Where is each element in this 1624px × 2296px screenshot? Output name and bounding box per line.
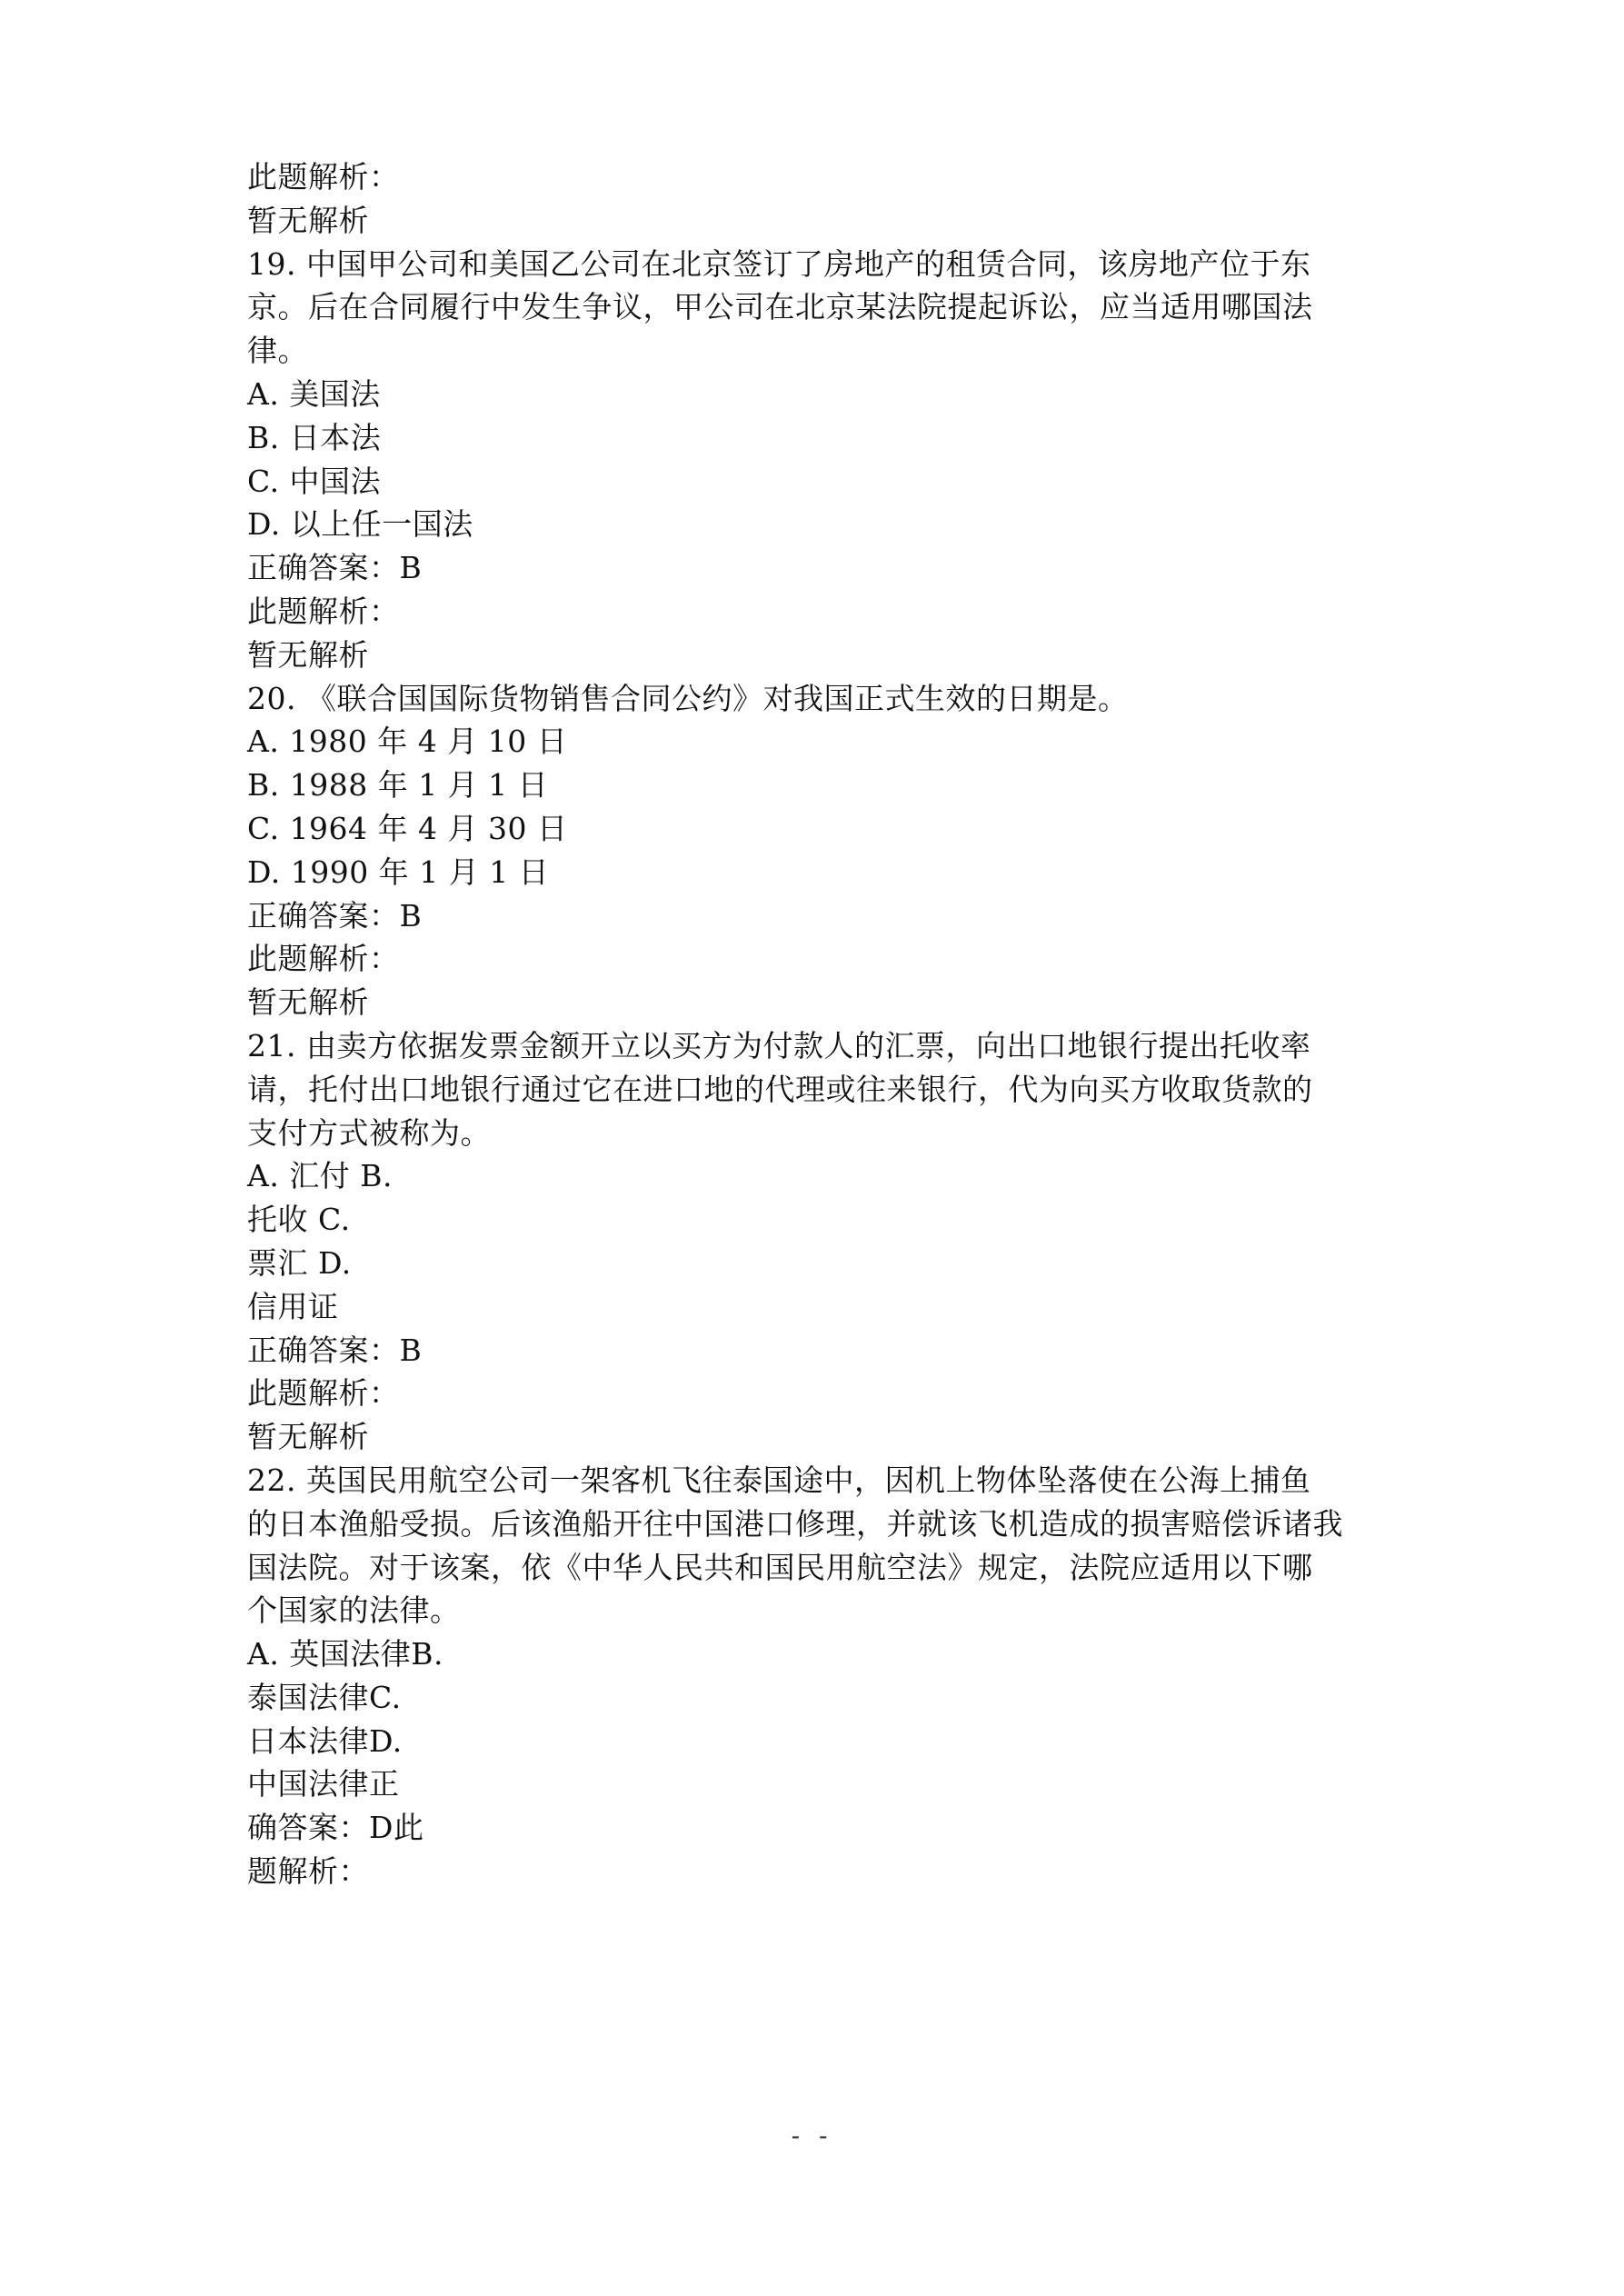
question-text-line: 21. 由卖方依据发票金额开立以买方为付款人的汇票，向出口地银行提出托收率: [247, 1027, 1311, 1063]
question-text-line: 22. 英国民用航空公司一架客机飞往泰国途中，因机上物体坠落使在公海上捕鱼: [247, 1462, 1311, 1498]
option-line: C. 1964 年 4 月 30 日: [247, 810, 568, 846]
text-line: 暂无解析: [247, 636, 369, 673]
option-line: A. 1980 年 4 月 10 日: [247, 724, 568, 760]
option-line: 中国法律正: [247, 1766, 400, 1802]
option-line: 日本法律D.: [247, 1722, 403, 1759]
option-line: A. 美国法: [247, 375, 381, 412]
option-line: A. 英国法律B.: [247, 1636, 444, 1672]
text-line: 暂无解析: [247, 984, 369, 1021]
question-text-line: 国法院。对于该案，依《中华人民共和国民用航空法》规定，法院应适用以下哪: [247, 1549, 1313, 1585]
question-text-line: 请，托付出口地银行通过它在进口地的代理或往来银行，代为向买方收取货款的: [247, 1071, 1313, 1107]
document-body: [247, 155, 1401, 1893]
option-line: B. 1988 年 1 月 1 日: [247, 767, 549, 804]
question-text-line: 19. 中国甲公司和美国乙公司在北京签订了房地产的租赁合同，该房地产位于东: [247, 245, 1311, 282]
answer-line: 确答案：D此: [247, 1810, 424, 1846]
question-text-line: 20. 《联合国国际货物销售合同公约》对我国正式生效的日期是。: [247, 680, 1129, 716]
option-line: 托收 C.: [247, 1202, 351, 1238]
answer-line: 正确答案：B: [247, 550, 423, 586]
text-line: 此题解析：: [247, 593, 400, 629]
text-line: 此题解析：: [247, 159, 400, 195]
option-line: D. 以上任一国法: [247, 506, 473, 543]
question-text-line: 京。后在合同履行中发生争议，甲公司在北京某法院提起诉讼，应当适用哪国法: [247, 289, 1313, 325]
page-footer: - -: [791, 2121, 833, 2151]
option-line: 泰国法律C.: [247, 1679, 402, 1715]
question-text-line: 的日本渔船受损。后该渔船开往中国港口修理，并就该飞机造成的损害赔偿诉诸我: [247, 1505, 1343, 1542]
option-line: D. 1990 年 1 月 1 日: [247, 854, 550, 890]
option-line: B. 日本法: [247, 419, 382, 455]
option-line: 票汇 D.: [247, 1244, 352, 1281]
option-line: A. 汇付 B.: [247, 1158, 394, 1194]
answer-line: 正确答案：B: [247, 1332, 423, 1368]
option-line: C. 中国法: [247, 463, 382, 499]
text-line: 题解析：: [247, 1853, 369, 1890]
question-text-line: 个国家的法律。: [247, 1592, 461, 1629]
question-text-line: 支付方式被称为。: [247, 1114, 491, 1151]
text-line: 暂无解析: [247, 202, 369, 238]
text-line: 此题解析：: [247, 1375, 400, 1412]
text-line: 此题解析：: [247, 941, 400, 977]
question-text-line: 律。: [247, 333, 308, 369]
text-line: 暂无解析: [247, 1419, 369, 1455]
option-line: 信用证: [247, 1288, 339, 1324]
answer-line: 正确答案：B: [247, 897, 423, 933]
